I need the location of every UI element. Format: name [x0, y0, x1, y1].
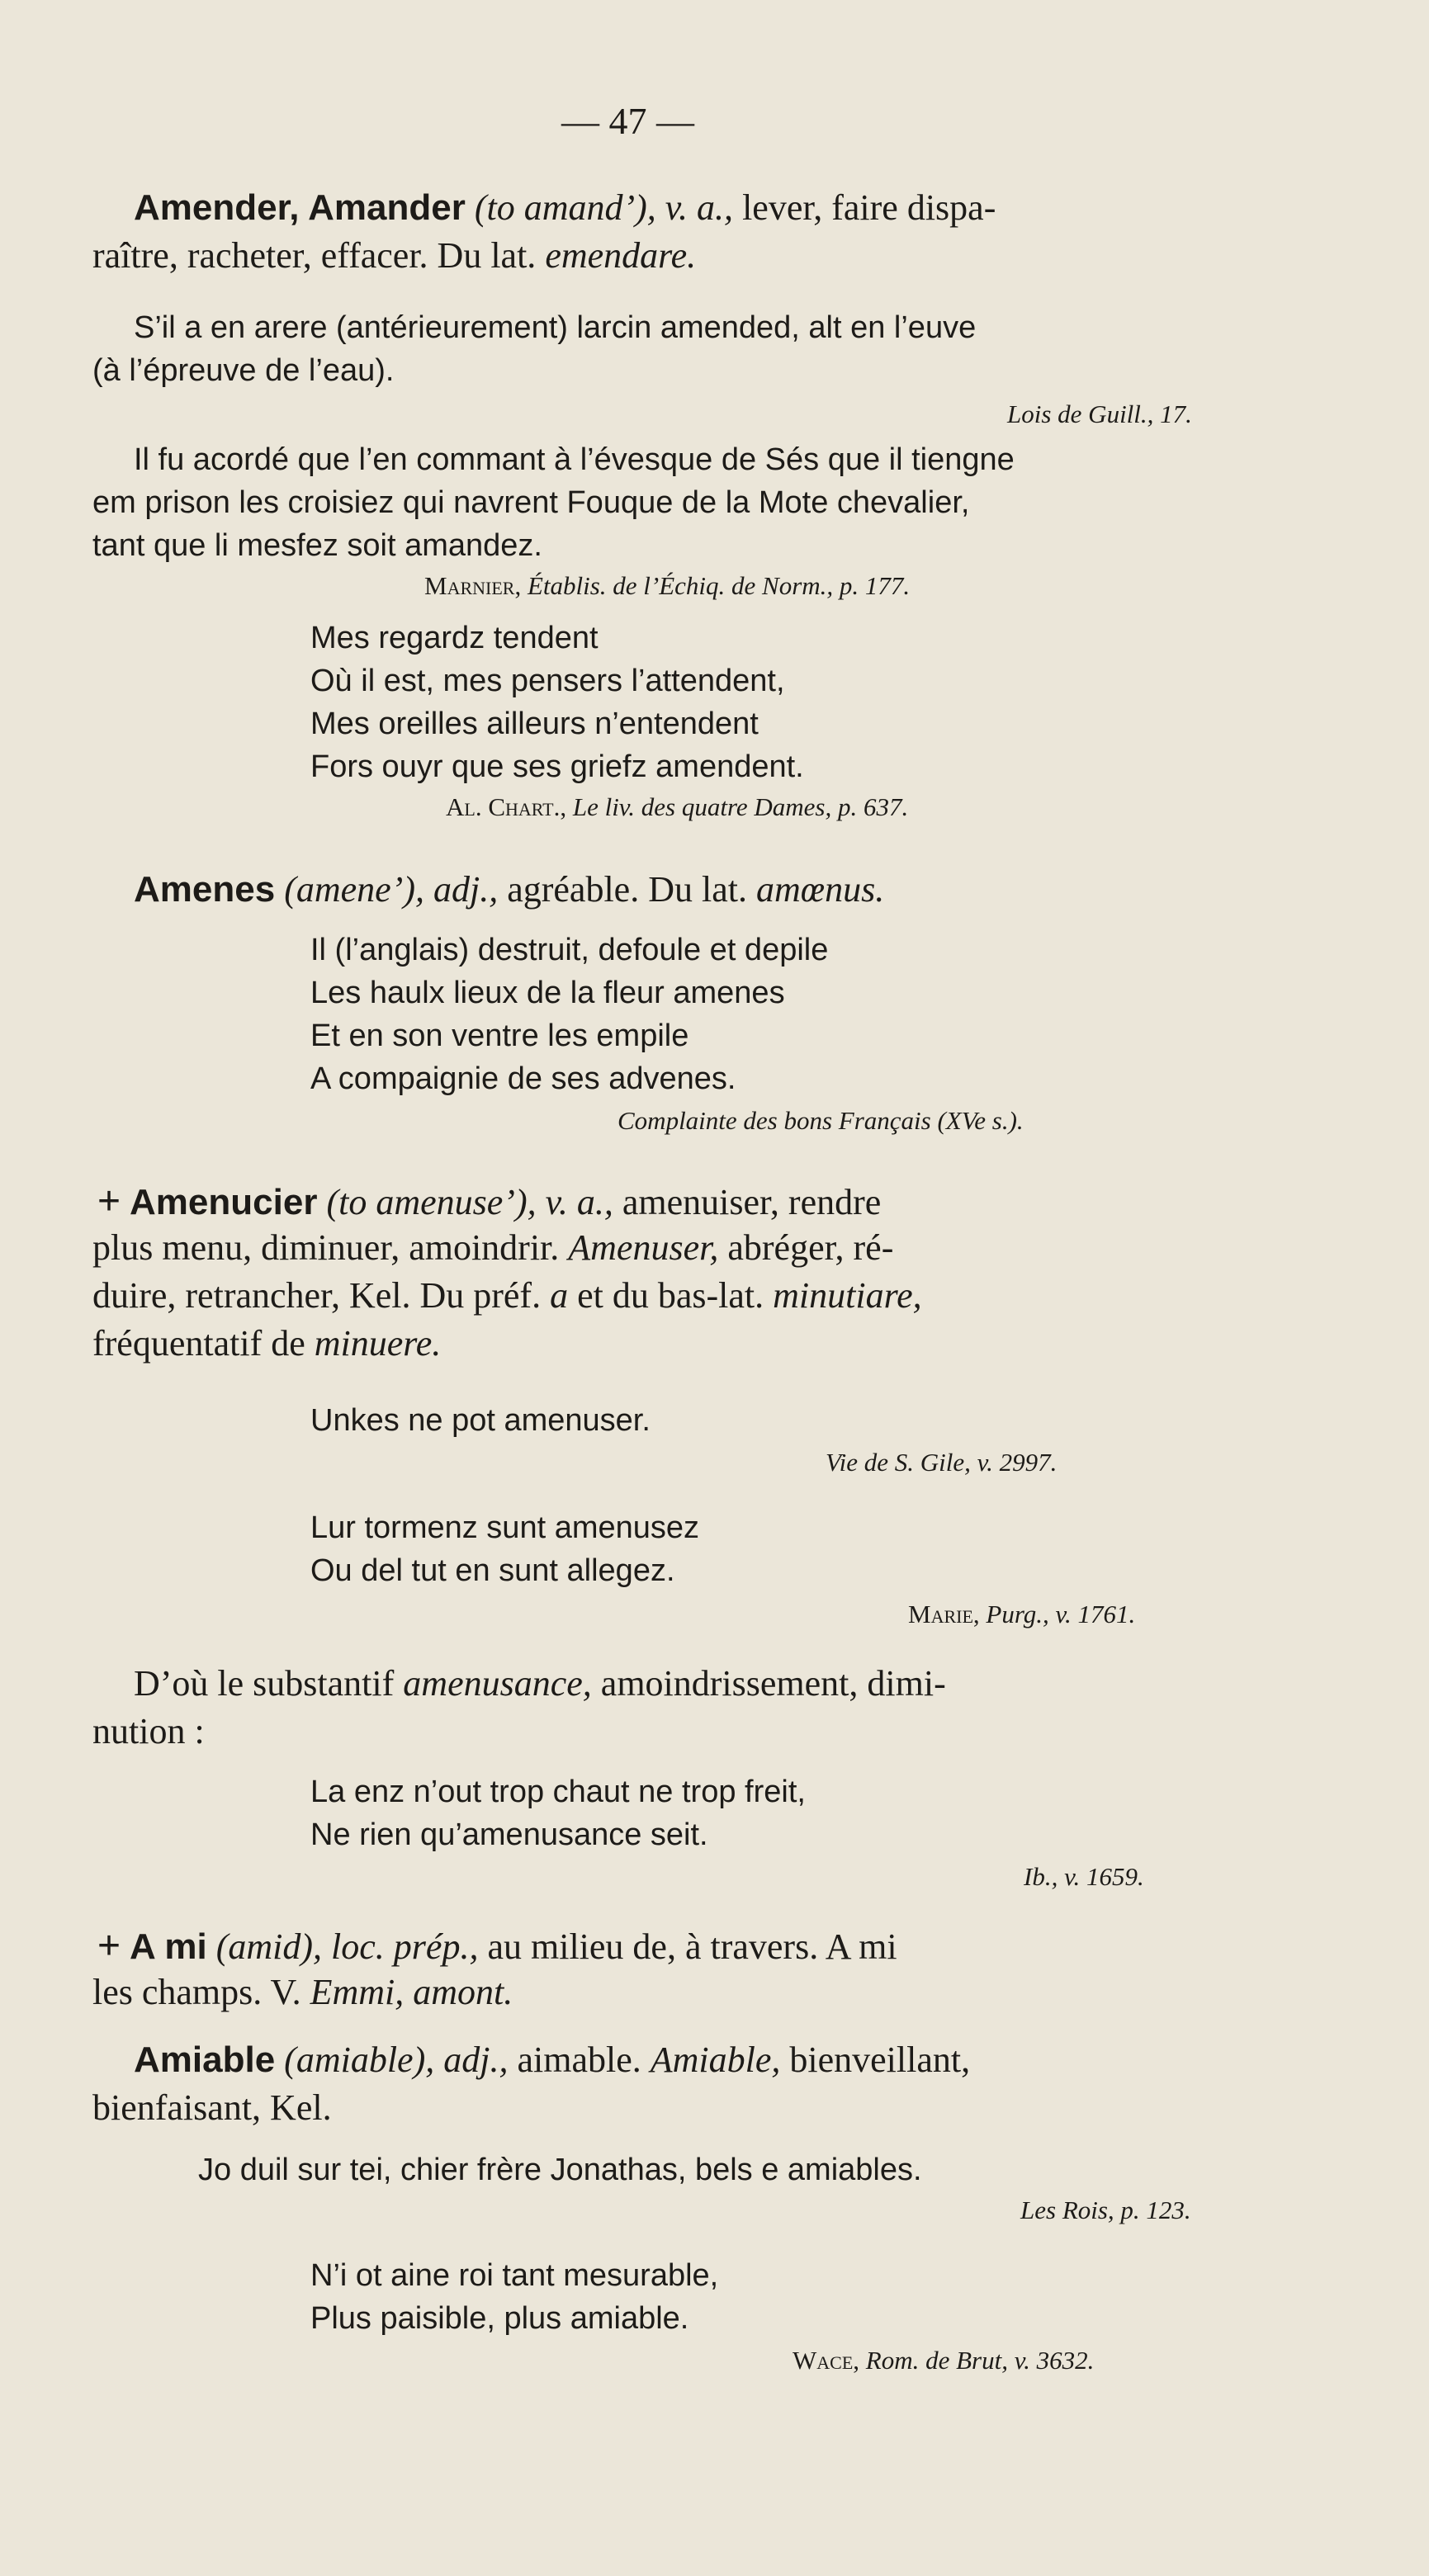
verse-line: Lur tormenz sunt amenusez	[310, 1510, 700, 1545]
entry-amiable-line-2: bienfaisant, Kel.	[92, 2087, 332, 2128]
etymology: (to amand’), v. a.,	[474, 187, 734, 228]
definition: les champs. V.	[92, 1972, 301, 2012]
citation-author: Al. Chart.,	[446, 792, 567, 821]
verse-line: Mes regardz tendent	[310, 621, 599, 655]
quote-line: (à l’épreuve de l’eau).	[92, 353, 395, 388]
cross-reference: Emmi, amont.	[310, 1972, 513, 2012]
citation-author: Wace,	[793, 2346, 860, 2375]
citation-source: Purg., v. 1761.	[986, 1600, 1136, 1628]
citation-source: Le liv. des quatre Dames, p. 637.	[572, 792, 909, 821]
citation: Complainte des bons Français (XVe s.).	[617, 1106, 1024, 1135]
entry-amiable-line-1	[134, 2039, 970, 2081]
headword-amenucier: Amenucier	[130, 1182, 318, 1222]
latin-etymon: amœnus.	[755, 869, 885, 910]
citation: Ib., v. 1659.	[1024, 1862, 1144, 1891]
headword-amiable: Amiable	[134, 2040, 276, 2080]
definition: agréable. Du lat.	[507, 869, 747, 910]
definition: amoindrissement, dimi-	[600, 1663, 946, 1704]
verse-line: Les haulx lieux de la fleur amenes	[310, 976, 785, 1010]
latin-etymon: emendare.	[545, 235, 697, 276]
definition: bienveillant,	[789, 2040, 971, 2080]
citation	[446, 792, 908, 822]
derivation-mark: +	[97, 1179, 121, 1223]
related-word: Amiable,	[650, 2040, 781, 2080]
quote-line: S’il a en arere (antérieurement) larcin amended, alt en l’euve	[134, 310, 977, 345]
quote-line: Jo duil sur tei, chier frère Jonathas, bels e amiables.	[198, 2153, 922, 2187]
definition: plus menu, diminuer, amoindrir.	[92, 1227, 560, 1268]
entry-ami-line-2	[92, 1971, 513, 2013]
latin-etymon: minuere.	[314, 1323, 442, 1364]
citation-source: Établis. de l’Échiq. de Norm., p. 177.	[527, 571, 911, 600]
page-number: — 47 —	[561, 100, 694, 142]
text: D’où le substantif	[134, 1663, 395, 1704]
verse-line: Ou del tut en sunt allegez.	[310, 1553, 675, 1588]
citation-author: Marnier,	[424, 571, 522, 600]
etymology: (amid), loc. prép.,	[215, 1926, 479, 1967]
citation	[908, 1600, 1135, 1629]
quote-line: tant que li mesfez soit amandez.	[92, 528, 542, 563]
definition: fréquentatif de	[92, 1323, 305, 1364]
prefix: a	[550, 1275, 569, 1316]
verse-line: Plus paisible, plus amiable.	[310, 2301, 689, 2336]
citation-source: Rom. de Brut, v. 3632.	[865, 2346, 1095, 2375]
etymology: (amiable), adj.,	[284, 2040, 509, 2080]
verse-line: La enz n’out trop chaut ne trop freit,	[310, 1775, 806, 1809]
citation-author: Marie,	[908, 1600, 980, 1628]
definition: aimable.	[517, 2040, 641, 2080]
headword-amenes: Amenes	[134, 869, 276, 910]
citation: Lois de Guill., 17.	[1007, 399, 1192, 428]
entry-amenucier-line-2	[92, 1227, 893, 1269]
entry-amenucier-line-4	[92, 1322, 441, 1364]
related-word: amenusance,	[403, 1663, 592, 1704]
verse-line: Mes oreilles ailleurs n’entendent	[310, 707, 759, 741]
verse-line: Il (l’anglais) destruit, defoule et depile	[310, 933, 829, 967]
verse-line: Et en son ventre les empile	[310, 1019, 689, 1053]
derived-line-2: nution :	[92, 1711, 205, 1751]
citation: Vie de S. Gile, v. 2997.	[826, 1448, 1058, 1477]
definition: au milieu de, à travers. A mi	[487, 1926, 897, 1967]
entry-amender-line-2	[92, 234, 696, 277]
headword-amender: Amender, Amander	[134, 187, 466, 228]
headword-ami: A mi	[130, 1926, 207, 1967]
related-word: Amenuser,	[568, 1227, 719, 1268]
verse-line: Où il est, mes pensers l’attendent,	[310, 664, 785, 698]
citation: Les Rois, p. 123.	[1020, 2196, 1191, 2224]
derivation-mark: +	[97, 1924, 121, 1968]
latin-etymon: minutiare,	[773, 1275, 922, 1316]
entry-amenucier-line-1	[97, 1179, 881, 1224]
entry-ami-line-1	[97, 1923, 897, 1969]
etymology: (to amenuse’), v. a.,	[326, 1182, 613, 1222]
citation	[424, 571, 910, 601]
verse-line: A compaignie de ses advenes.	[310, 1061, 736, 1096]
derived-line-1	[134, 1662, 946, 1704]
definition: raître, racheter, effacer. Du lat.	[92, 235, 537, 276]
verse-line: N’i ot aine roi tant mesurable,	[310, 2258, 719, 2293]
definition: lever, faire dispa-	[742, 187, 996, 228]
quote-line: em prison les croisiez qui navrent Fouque de la Mote chevalier,	[92, 485, 970, 520]
definition: amenuiser, rendre	[622, 1182, 882, 1222]
definition: et du bas-lat.	[577, 1275, 764, 1316]
verse-line: Ne rien qu’amenusance seit.	[310, 1817, 708, 1852]
etymology: (amene’), adj.,	[284, 869, 499, 910]
quote-line: Il fu acordé que l’en commant à l’évesque de Sés que il tiengne	[134, 442, 1015, 477]
definition: duire, retrancher, Kel. Du préf.	[92, 1275, 542, 1316]
entry-amenucier-line-3	[92, 1274, 922, 1316]
citation	[793, 2346, 1094, 2375]
verse-line: Unkes ne pot amenuser.	[310, 1403, 651, 1438]
verse-line: Fors ouyr que ses griefz amendent.	[310, 749, 804, 784]
definition: abréger, ré-	[727, 1227, 894, 1268]
entry-amender-line-1	[134, 187, 996, 229]
entry-amenes-line-1	[134, 868, 884, 910]
